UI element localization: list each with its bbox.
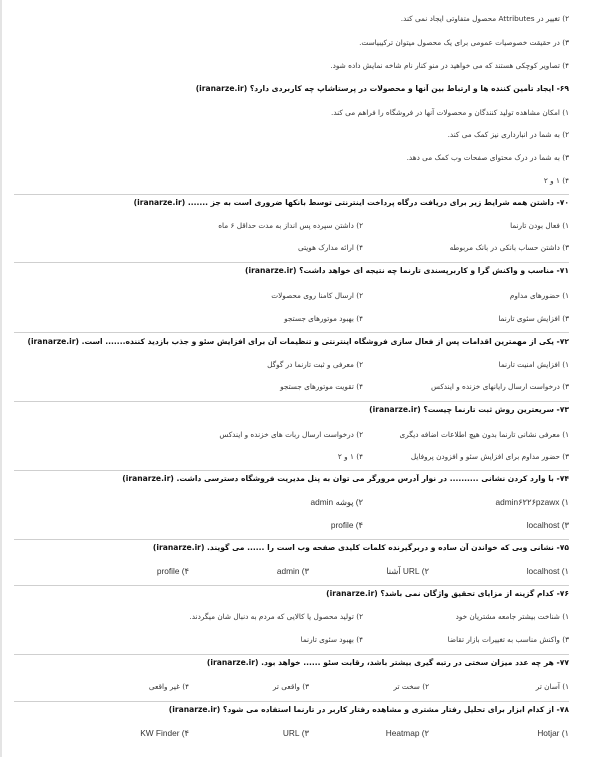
option-line: ۴) تصاویر کوچکی هستند که می خواهید در منو کنار نام شاخه نمایش داده شود. bbox=[330, 61, 569, 70]
options-row bbox=[14, 291, 569, 301]
option-line: ۴) ۱ و ۲ bbox=[543, 176, 569, 185]
option: ۲) تولید محصول یا کالایی که مردم به دنبال شان میگردند. bbox=[189, 612, 363, 621]
option: ۲) معرفی و ثبت تارنما در گوگل bbox=[267, 360, 363, 369]
question-76: ۷۶- کدام گزینه از مزایای تحقیق واژگان نمی باشد؟ (iranarze.ir) bbox=[326, 589, 569, 598]
option: ۱) آسان تر bbox=[535, 682, 569, 691]
options-row bbox=[14, 728, 569, 738]
question-71: ۷۱- مناسب و واکنش گرا و کاربرپسندی تارنما چه نتیجه ای خواهد داشت؟ (iranarze.ir) bbox=[244, 266, 569, 275]
question-75: ۷۵- نشانی وبی که خواندن آن ساده و دربرگیرنده کلمات کلیدی صفحه وب است را ...... می گویند. (iranarze.ir) bbox=[152, 543, 569, 552]
option: ۲) ارسال کامنا روی محصولات bbox=[271, 291, 363, 300]
option: ۲) Heatmap bbox=[385, 728, 429, 738]
divider bbox=[14, 194, 569, 195]
divider bbox=[14, 262, 569, 263]
option: ۳) واکنش مناسب به تغییرات بازار تقاضا bbox=[447, 635, 569, 644]
option: ۴) بهبود موتورهای جستجو bbox=[284, 314, 363, 323]
option: ۲) داشتن سپرده پس انداز به مدت حداقل ۶ ماه bbox=[218, 221, 363, 230]
question-70: ۷۰- داشتن همه شرایط زیر برای دریافت درگاه پرداخت اینترنتی توسط بانکها ضروری است به جز ....... (iranarze.ir) bbox=[133, 198, 569, 207]
option: ۴) تقویت موتورهای جستجو bbox=[280, 382, 363, 391]
option: ۴) بهبود سئوی تارنما bbox=[300, 635, 363, 644]
option: ۱) معرفی نشانی تارنما بدون هیچ اطلاعات اضافه دیگری bbox=[399, 430, 569, 439]
options-row bbox=[14, 360, 569, 370]
option: ۱) فعال بودن تارنما bbox=[510, 221, 569, 230]
option: ۴) ۱ و ۲ bbox=[337, 452, 363, 461]
options-row bbox=[14, 682, 569, 692]
option: ۳) واقعی تر bbox=[272, 682, 309, 691]
option: ۲) سخت تر bbox=[393, 682, 429, 691]
option: ۱) شناخت بیشتر جامعه مشتریان خود bbox=[455, 612, 569, 621]
question-73: ۷۳- سریعترین روش ثبت تارنما چیست؟ (iranarze.ir) bbox=[369, 405, 569, 414]
divider bbox=[14, 654, 569, 655]
divider bbox=[14, 539, 569, 540]
option: ۳) افزایش سئوی تارنما bbox=[498, 314, 569, 323]
question-69: ۶۹- ایجاد تأمین کننده ها و ارتباط بین آنها و محصولات در پرستاشاپ چه کاربردی دارد؟ (iranarze.ir) bbox=[195, 84, 569, 93]
options-row bbox=[14, 452, 569, 462]
option: ۳) درخواست ارسال رایانهای خزنده و ایندکس bbox=[431, 382, 569, 391]
divider bbox=[14, 701, 569, 702]
divider bbox=[14, 585, 569, 586]
options-row bbox=[14, 566, 569, 576]
option: ۴) KW Finder bbox=[140, 728, 189, 738]
option: ۳) حضور مداوم برای افزایش سئو و افزودن پروفایل bbox=[410, 452, 569, 461]
option-line: ۱) امکان مشاهده تولید کنندگان و محصولات آنها در فروشگاه را فراهم می کند. bbox=[331, 108, 569, 117]
page-edge bbox=[0, 0, 2, 757]
option: ۱) Hotjar bbox=[537, 728, 569, 738]
options-row bbox=[14, 635, 569, 645]
option: ۱) admin۶۲۲۶pzawx bbox=[495, 497, 569, 507]
option: ۴) غیر واقعی bbox=[148, 682, 189, 691]
options-row bbox=[14, 243, 569, 253]
divider bbox=[14, 470, 569, 471]
option: ۳) داشتن حساب بانکی در بانک مربوطه bbox=[449, 243, 569, 252]
options-row bbox=[14, 430, 569, 440]
divider bbox=[14, 332, 569, 333]
options-row bbox=[14, 382, 569, 392]
option: ۱) localhost bbox=[526, 566, 569, 576]
divider bbox=[14, 401, 569, 402]
option: ۲) پوشه admin bbox=[310, 497, 363, 507]
option: ۱) حضورهای مداوم bbox=[509, 291, 569, 300]
option-line: ۳) به شما در درک محتوای صفحات وب کمک می دهد. bbox=[406, 153, 569, 162]
options-row bbox=[14, 314, 569, 324]
question-77: ۷۷- هر چه عدد میزان سختی در رتبه گیری بیشتر باشد، رقابت سئو ...... خواهد بود. (iranarze.ir) bbox=[206, 658, 569, 667]
options-row bbox=[14, 520, 569, 530]
option: ۴) profile bbox=[156, 566, 189, 576]
option-line: ۳) در حقیقت خصوصیات عمومی برای یک محصول میتوان ترکیبیاست. bbox=[359, 38, 569, 47]
options-row bbox=[14, 612, 569, 622]
question-72: ۷۲- یکی از مهمترین اقدامات پس از فعال سازی فروشگاه اینترنتی و تنظیمات آن برای افزایش سئو و جذب بازدید کننده....... است. (iranarze.ir) bbox=[27, 337, 569, 346]
option-line: ۲) تغییر در Attributes محصول متفاوتی ایجاد نمی کند. bbox=[400, 14, 569, 23]
option-line: ۲) به شما در انبارداری نیز کمک می کند. bbox=[447, 130, 569, 139]
option: ۱) افزایش امنیت تارنما bbox=[498, 360, 569, 369]
option: ۳) URL bbox=[282, 728, 309, 738]
option: ۴) profile bbox=[330, 520, 363, 530]
option: ۳) localhost bbox=[526, 520, 569, 530]
option: ۲) درخواست ارسال ربات های خزنده و ایندکس bbox=[219, 430, 363, 439]
question-74: ۷۴- با وارد کردن نشانی .......... در نوار آدرس مرورگر می توان به پنل مدیریت فروشگاه دسترسی داشت. (iranarze.ir) bbox=[122, 474, 569, 483]
question-78: ۷۸- از کدام ابزار برای تحلیل رفتار مشتری و مشاهده رفتار کاربر در تارنما استفاده می شود؟ (iranarze.ir) bbox=[168, 705, 569, 714]
options-row bbox=[14, 221, 569, 231]
option: ۳) admin bbox=[276, 566, 309, 576]
options-row bbox=[14, 497, 569, 507]
option: ۲) URL آشنا bbox=[386, 566, 429, 576]
option: ۴) ارائه مدارک هویتی bbox=[297, 243, 363, 252]
